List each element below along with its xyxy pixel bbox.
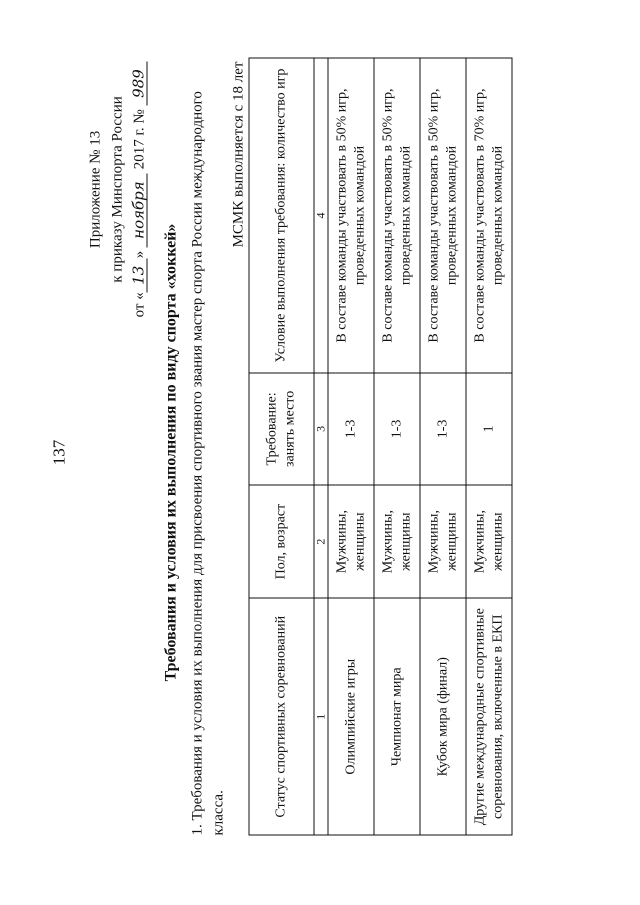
intro-paragraph: 1. Требования и условия их выполнения для присвоения спортивного звания мастер спорта России международного класса. xyxy=(189,91,227,836)
index-cell: 2 xyxy=(314,485,328,599)
appendix-label: Приложение № 13 xyxy=(87,130,104,249)
cell-condition: В составе команды участвовать в 50% игр, проведенных командой xyxy=(420,58,466,373)
cell-status: Другие международные спортивные соревнования, включенные в ЕКП xyxy=(466,598,512,835)
cell-status: Олимпийские игры xyxy=(328,598,374,835)
cell-status: Кубок мира (финал) xyxy=(420,598,466,835)
cell-place: 1 xyxy=(466,373,512,485)
table-row xyxy=(374,58,420,835)
cell-gender: Мужчины, женщины xyxy=(328,485,374,599)
cell-place: 1-3 xyxy=(328,373,374,485)
index-cell: 3 xyxy=(314,373,328,485)
page-number: 137 xyxy=(49,439,69,466)
appendix-date-line xyxy=(129,62,151,318)
cell-gender: Мужчины, женщины xyxy=(374,485,420,599)
table-row xyxy=(466,58,512,835)
date-prefix: от « xyxy=(131,292,148,318)
cell-condition: В составе команды участвовать в 50% игр, проведенных командой xyxy=(374,58,420,373)
header-gender-age: Пол, возраст xyxy=(249,485,314,599)
appendix-order-ref: к приказу Минспорта России xyxy=(109,96,126,283)
table-header-row xyxy=(249,58,314,835)
appendix-header xyxy=(85,62,151,318)
cell-condition: В составе команды участвовать в 70% игр, проведенных командой xyxy=(466,58,512,373)
date-separator: » xyxy=(131,250,148,259)
index-cell: 1 xyxy=(314,598,328,835)
table-row xyxy=(420,58,466,835)
date-year: 2017 г. № xyxy=(131,109,148,170)
cell-place: 1-3 xyxy=(420,373,466,485)
header-condition: Условие выполнения требования: количество игр xyxy=(249,58,314,373)
table-index-row xyxy=(314,58,328,835)
header-status: Статус спортивных соревнований xyxy=(249,598,314,835)
index-cell: 4 xyxy=(314,58,328,373)
cell-place: 1-3 xyxy=(374,373,420,485)
document-title: Требования и условия их выполнения по виду спорта «хоккей» xyxy=(162,223,180,682)
cell-status: Чемпионат мира xyxy=(374,598,420,835)
cell-gender: Мужчины, женщины xyxy=(420,485,466,599)
rotated-document-page xyxy=(33,18,608,888)
cell-gender: Мужчины, женщины xyxy=(466,485,512,599)
header-place: Требование: занять место xyxy=(249,373,314,485)
handwritten-day: 13 xyxy=(131,258,148,292)
table-row xyxy=(328,58,374,835)
requirements-table xyxy=(249,58,513,836)
age-note: МСМК выполняется с 18 лет xyxy=(230,61,247,248)
handwritten-order-number: 989 xyxy=(131,62,148,106)
handwritten-month: ноября xyxy=(131,173,148,247)
cell-condition: В составе команды участвовать в 50% игр, проведенных командой xyxy=(328,58,374,373)
